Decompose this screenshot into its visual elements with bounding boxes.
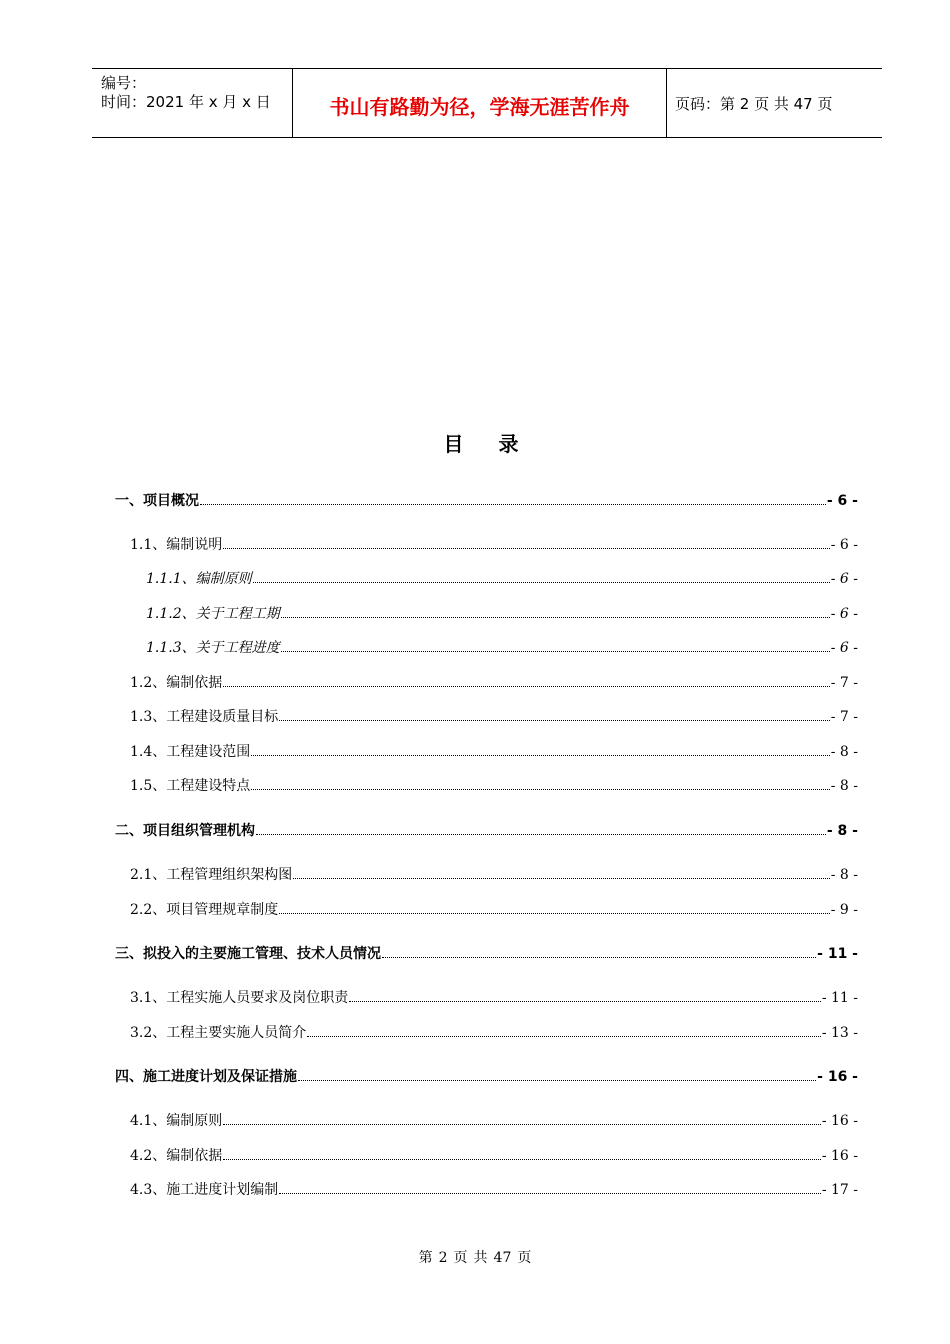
- footer-word: 第: [418, 1250, 433, 1266]
- header-motto: 书山有路勤为径，学海无涯苦作舟: [329, 95, 630, 119]
- toc-entry[interactable]: [130, 1022, 858, 1044]
- toc-entry-page: - 8 -: [830, 778, 858, 794]
- toc-entry-page: - 8 -: [826, 823, 858, 839]
- toc-entry-text: 1.1.2、关于工程工期: [146, 606, 280, 622]
- toc-entry-text: 1.3、工程建设质量目标: [130, 709, 279, 725]
- toc-leader: [223, 685, 829, 687]
- toc-leader: [298, 1079, 816, 1081]
- toc-entry[interactable]: [115, 820, 858, 842]
- toc-leader: [349, 1000, 821, 1002]
- toc-entry[interactable]: [130, 741, 858, 763]
- toc-entry-text: 1.5、工程建设特点: [130, 778, 251, 794]
- toc-entry[interactable]: [115, 1066, 858, 1088]
- toc-entry-page: - 6 -: [830, 606, 858, 622]
- toc-entry[interactable]: [115, 943, 858, 965]
- toc-leader: [223, 547, 829, 549]
- toc-entry-text: 二、项目组织管理机构: [115, 823, 255, 839]
- toc-entry-text: 一、项目概况: [115, 493, 199, 509]
- toc-entry-page: - 6 -: [830, 571, 858, 587]
- toc-leader: [200, 503, 826, 505]
- toc-entry-page: - 6 -: [830, 640, 858, 656]
- toc-entry[interactable]: [130, 1110, 858, 1132]
- toc-leader: [279, 719, 829, 721]
- toc-entry-page: - 6 -: [826, 493, 858, 509]
- toc-entry-page: - 8 -: [830, 867, 858, 883]
- toc-entry[interactable]: [130, 672, 858, 694]
- toc-entry[interactable]: [130, 534, 858, 556]
- toc-entry-text: 1.1、编制说明: [130, 537, 223, 553]
- toc-leader: [307, 1035, 821, 1037]
- toc-entry-text: 1.2、编制依据: [130, 675, 223, 691]
- toc-entry-text: 3.2、工程主要实施人员简介: [130, 1025, 307, 1041]
- toc-leader: [253, 581, 830, 583]
- toc-entry[interactable]: [130, 1179, 858, 1201]
- toc-leader: [279, 912, 829, 914]
- toc-entry-text: 4.3、施工进度计划编制: [130, 1182, 279, 1198]
- header-page-info: 页码：第 2 页 共 47 页: [675, 95, 833, 113]
- toc-entry-text: 三、拟投入的主要施工管理、技术人员情况: [115, 946, 381, 962]
- toc-entry[interactable]: [130, 1145, 858, 1167]
- toc-entry-page: - 16 -: [821, 1113, 858, 1129]
- toc-entry-text: 4.1、编制原则: [130, 1113, 223, 1129]
- footer-word: 页: [517, 1250, 532, 1266]
- toc-entry[interactable]: [146, 568, 858, 590]
- toc-leader: [251, 754, 829, 756]
- toc-leader: [256, 833, 826, 835]
- toc-entry-page: - 8 -: [830, 744, 858, 760]
- toc-entry-text: 3.1、工程实施人员要求及岗位职责: [130, 990, 349, 1006]
- toc-entry[interactable]: [130, 899, 858, 921]
- toc-entry-text: 1.1.3、关于工程进度: [146, 640, 280, 656]
- toc-leader: [223, 1158, 821, 1160]
- toc-entry-page: - 7 -: [830, 675, 858, 691]
- page-footer: [0, 1247, 950, 1267]
- toc-entry-page: - 7 -: [830, 709, 858, 725]
- toc-entry[interactable]: [146, 637, 858, 659]
- toc-entry-page: - 17 -: [821, 1182, 858, 1198]
- toc-entry-page: - 11 -: [817, 946, 858, 962]
- toc-leader: [293, 877, 829, 879]
- toc-entry[interactable]: [130, 864, 858, 886]
- footer-word: 共: [473, 1250, 488, 1266]
- toc-entry-text: 1.1.1、编制原则: [146, 571, 252, 587]
- toc-entry[interactable]: [130, 775, 858, 797]
- toc-entry[interactable]: [130, 987, 858, 1009]
- toc-entry-page: - 11 -: [821, 990, 858, 1006]
- document-time-label: 时间：2021 年 x 月 x 日: [101, 93, 271, 111]
- toc-title: 目 录: [443, 432, 533, 456]
- toc-entry-text: 2.1、工程管理组织架构图: [130, 867, 293, 883]
- toc-entry-page: - 13 -: [821, 1025, 858, 1041]
- toc-leader: [281, 650, 830, 652]
- toc-entry[interactable]: [115, 490, 858, 512]
- footer-word: 页: [453, 1250, 468, 1266]
- toc-leader: [281, 616, 830, 618]
- footer-page-number: 2: [438, 1250, 448, 1266]
- toc-entry-page: - 6 -: [830, 537, 858, 553]
- toc-leader: [251, 788, 829, 790]
- footer-total-pages: 47: [493, 1250, 512, 1266]
- toc-entry-page: - 9 -: [830, 902, 858, 918]
- toc-entry-text: 1.4、工程建设范围: [130, 744, 251, 760]
- toc-entry-text: 2.2、项目管理规章制度: [130, 902, 279, 918]
- toc-leader: [382, 956, 816, 958]
- toc-entry-page: - 16 -: [821, 1148, 858, 1164]
- toc-entry-text: 四、施工进度计划及保证措施: [115, 1069, 297, 1085]
- toc-entry-text: 4.2、编制依据: [130, 1148, 223, 1164]
- toc-entry[interactable]: [146, 603, 858, 625]
- toc-leader: [223, 1123, 821, 1125]
- toc-entry-page: - 16 -: [817, 1069, 858, 1085]
- toc-entry[interactable]: [130, 706, 858, 728]
- toc-leader: [279, 1192, 821, 1194]
- document-number-label: 编号：: [101, 74, 147, 92]
